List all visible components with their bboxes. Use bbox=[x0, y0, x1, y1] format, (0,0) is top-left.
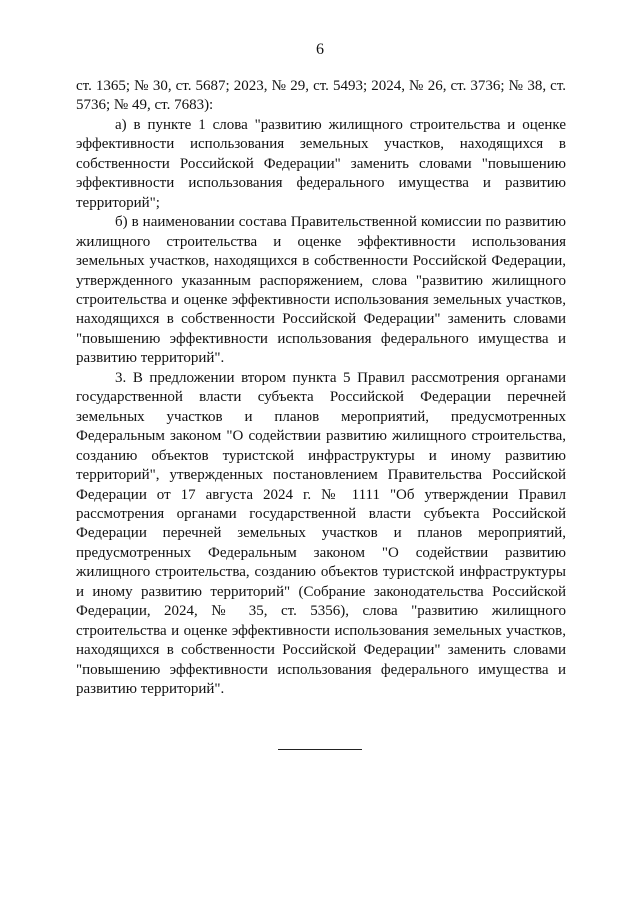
paragraph-item-a: а) в пункте 1 слова "развитию жилищного строительства и оценке эффективности использования земельных участков, находящихся в собственности Российской Федерации" заменить словами "повышению эффективности использования федерального имущества и развитию территорий"; bbox=[76, 116, 566, 211]
document-body bbox=[76, 77, 566, 700]
paragraph-item-b: б) в наименовании состава Правительственной комиссии по развитию жилищного строительства и оценке эффективности использования земельных участков, находящихся в собственности Российской Федерации, утвержденного указанным распоряжением, слова "развитию жилищного строительства и оценке эффективности использования земельных участков, находящихся в собственности Российской Федерации" заменить словами "повышению эффективности использования федерального имущества и развитию территорий". bbox=[76, 214, 566, 367]
end-separator-line bbox=[278, 749, 362, 750]
paragraph-item-3: 3. В предложении втором пункта 5 Правил рассмотрения органами государственной власти субъекта Российской Федерации перечней земельных участков и планов мероприятий, предусмотренных Федеральным законом "О содействии развитию жилищного строительства, созданию объектов туристской инфраструктуры и иному развитию территорий", утвержденных постановлением Правительства Российской Федерации от 17 августа 2024 г. № 1111 "Об утверждении Правил рассмотрения органами государственной власти субъекта Российской Федерации перечней земельных участков и планов мероприятий, предусмотренных Федеральным законом "О содействии развитию жилищного строительства, созданию объектов туристской инфраструктуры и иному развитию территорий" (Собрание законодательства Российской Федерации, 2024, № 35, ст. 5356), слова "развитию жилищного строительства и оценке эффективности использования земельных участков, находящихся в собственности Российской Федерации" заменить словами "повышению эффективности использования федерального имущества и развитию территорий". bbox=[76, 369, 566, 698]
page-number: 6 bbox=[316, 41, 324, 58]
paragraph-continuation: ст. 1365; № 30, ст. 5687; 2023, № 29, ст. 5493; 2024, № 26, ст. 3736; № 38, ст. 5736; № 49, ст. 7683): bbox=[76, 78, 566, 114]
